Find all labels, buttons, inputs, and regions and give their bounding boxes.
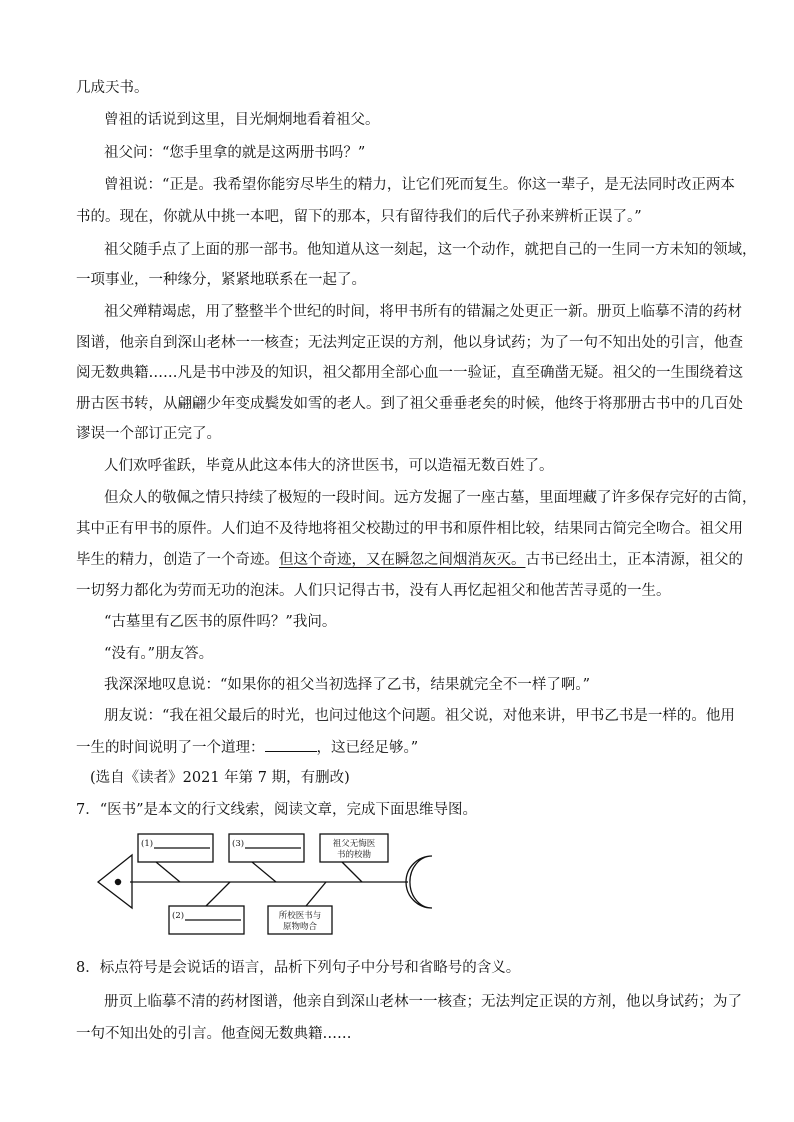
box-1-number: (1) xyxy=(141,839,154,849)
paragraph-line: “没有。”朋友答。 xyxy=(104,646,214,662)
box-2-number: (2) xyxy=(172,911,185,921)
box-5-label-line2: 原物吻合 xyxy=(282,922,318,932)
box-4-label-line1: 祖父无悔医 xyxy=(332,839,376,849)
text-segment: ，这已经足够。” xyxy=(316,740,419,756)
paragraph-line: 祖父问：“您手里拿的就是这两册书吗？” xyxy=(104,145,366,161)
paragraph-line: 一项事业，一种缘分，紧紧地联系在一起了。 xyxy=(76,272,366,288)
paragraph-line: 几成天书。 xyxy=(76,80,149,96)
underlined-sentence: 但这个奇迹，又在瞬忽之间烟消灰灭。 xyxy=(279,552,526,568)
paragraph-line: 人们欢呼雀跃，毕竟从此这本伟大的济世医书，可以造福无数百姓了。 xyxy=(104,458,554,474)
text-segment: 毕生的精力，创造了一个奇迹。 xyxy=(76,552,279,568)
paragraph-line: “古墓里有乙医书的原件吗？”我问。 xyxy=(104,614,337,630)
paragraph-line: 曾祖说：“正是。我希望你能穷尽毕生的精力，让它们死而复生。你这一辈子，是无法同时改正两本 xyxy=(104,177,735,193)
text-segment: 古书已经出土，正本清源，祖父的 xyxy=(525,552,743,568)
quoted-line: 册页上临摹不清的药材图谱，他亲自到深山老林一一核查；无法判定正误的方剂，他以身试药；为了 xyxy=(104,994,742,1010)
fish-bone xyxy=(306,882,326,906)
source-citation: (选自《读者》2021 年第 7 期，有删改) xyxy=(90,770,350,786)
paragraph-line: 一切努力都化为劳而无功的泡沫。人们只记得古书，没有人再忆起祖父和他苦苦寻觅的一生。 xyxy=(76,583,671,599)
paragraph-line: 曾祖的话说到这里，目光炯炯地看着祖父。 xyxy=(104,112,380,128)
fish-tail-shape xyxy=(406,856,432,908)
fish-bone xyxy=(206,882,230,906)
box-5-label-line1: 所校医书与 xyxy=(278,911,322,921)
box-3-number: (3) xyxy=(232,839,245,849)
fish-bone xyxy=(252,862,276,882)
paragraph-line: 祖父随手点了上面的那一部书。他知道从这一刻起，这一个动作，就把自己的一生同一方未知的领域， xyxy=(104,242,757,258)
text-segment: 一生的时间说明了一个道理： xyxy=(76,740,265,756)
paragraph-line: 书的。现在，你就从中挑一本吧，留下的那本，只有留待我们的后代子孙来辨析正误了。” xyxy=(76,209,642,225)
quoted-line: 一句不知出处的引言。他查阅无数典籍…… xyxy=(76,1026,352,1042)
paragraph-line: 祖父殚精竭虑，用了整整半个世纪的时间，将甲书所有的错漏之处更正一新。册页上临摹不清的药材 xyxy=(104,304,742,320)
question-8-stem: 8．标点符号是会说话的语言，品析下列句子中分号和省略号的含义。 xyxy=(76,960,521,976)
paragraph-line: 其中正有甲书的原件。人们迫不及待地将祖父校勘过的甲书和原件相比较，结果同古简完全吻合。祖父用 xyxy=(76,521,743,537)
fish-eye-icon xyxy=(115,879,120,884)
paragraph-line: 阅无数典籍……凡是书中涉及的知识，祖父都用全部心血一一验证，直至确凿无疑。祖父的一生围绕着这 xyxy=(76,365,743,381)
paragraph-line: 我深深地叹息说：“如果你的祖父当初选择了乙书，结果就完全不一样了啊。” xyxy=(104,677,591,693)
paragraph-line: 但众人的敬佩之情只持续了极短的一段时间。远方发掘了一座古墓，里面埋藏了许多保存完好的古简， xyxy=(104,490,757,506)
box-4-label-line2: 书的校勘 xyxy=(336,850,372,860)
paragraph-line: 谬误一个部订正完了。 xyxy=(76,426,221,442)
paragraph-line: 册古医书转，从翩翩少年变成鬓发如雪的老人。到了祖父垂垂老矣的时候，他终于将那册古书中的几百处 xyxy=(76,396,743,412)
fish-bone xyxy=(342,862,362,882)
paragraph-line: 图谱，他亲自到深山老林一一核查；无法判定正误的方剂，他以身试药；为了一句不知出处的引言，他查 xyxy=(76,335,743,351)
fish-bone xyxy=(156,862,180,882)
paragraph-line: 朋友说：“我在祖父最后的时光，也问过他这个问题。祖父说，对他来讲，甲书乙书是一样的。他用 xyxy=(104,708,735,724)
question-7-stem: 7．“医书”是本文的行文线索，阅读文章，完成下面思维导图。 xyxy=(76,802,478,818)
